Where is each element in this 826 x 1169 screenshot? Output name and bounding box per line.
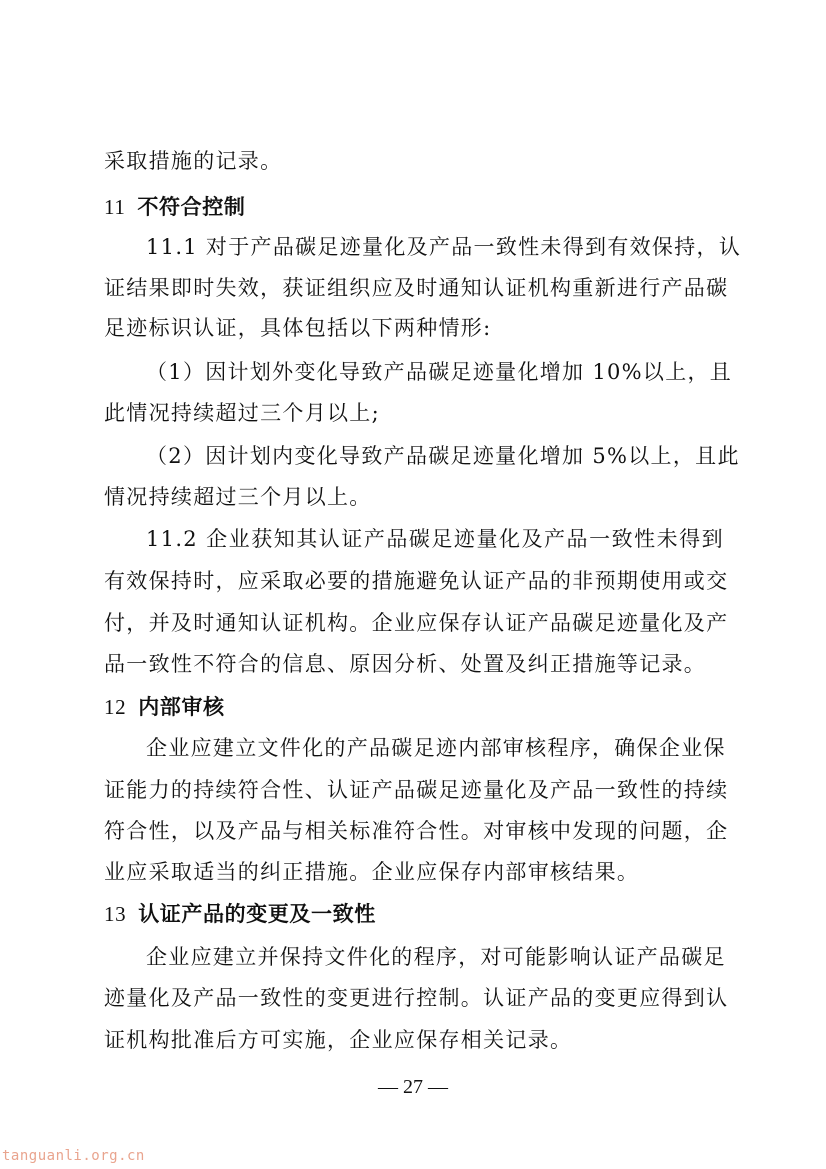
watermark-text: tanguanli.org.cn xyxy=(2,1148,145,1164)
section-number: 12 xyxy=(104,695,127,719)
paragraph-line: 11.1 对于产品碳足迹量化及产品一致性未得到有效保持，认 xyxy=(146,235,742,259)
paragraph-line: 企业应建立文件化的产品碳足迹内部审核程序，确保企业保 xyxy=(146,736,726,760)
paragraph-line: 证能力的持续符合性、认证产品碳足迹量化及产品一致性的持续 xyxy=(104,778,729,802)
section-number: 11 xyxy=(104,195,126,219)
paragraph-line: 足迹标识认证，具体包括以下两种情形: xyxy=(104,316,492,340)
paragraph-line: 采取措施的记录。 xyxy=(104,149,283,173)
paragraph-line: 业应采取适当的纠正措施。企业应保存内部审核结果。 xyxy=(104,860,640,884)
paragraph-line: 符合性，以及产品与相关标准符合性。对审核中发现的问题，企 xyxy=(104,819,729,843)
list-item-line: 此情况持续超过三个月以上; xyxy=(104,401,380,425)
paragraph-line: 品一致性不符合的信息、原因分析、处置及纠正措施等记录。 xyxy=(104,652,707,676)
paragraph-line: 企业应建立并保持文件化的程序，对可能影响认证产品碳足 xyxy=(146,945,726,969)
section-heading-13 xyxy=(104,899,724,929)
list-item-line: （2）因计划内变化导致产品碳足迹量化增加 5%以上，且此 xyxy=(146,444,740,468)
section-number: 13 xyxy=(104,902,127,926)
list-item-line: （1）因计划外变化导致产品碳足迹量化增加 10%以上，且 xyxy=(146,360,733,384)
list-item-line: 情况持续超过三个月以上。 xyxy=(104,485,372,509)
paragraph-line: 11.2 企业获知其认证产品碳足迹量化及产品一致性未得到 xyxy=(146,527,724,551)
section-heading-12 xyxy=(104,692,724,722)
paragraph-line: 有效保持时，应采取必要的措施避免认证产品的非预期使用或交 xyxy=(104,569,729,593)
paragraph-line: 证机构批准后方可实施，企业应保存相关记录。 xyxy=(104,1028,573,1052)
paragraph-line: 迹量化及产品一致性的变更进行控制。认证产品的变更应得到认 xyxy=(104,986,729,1010)
section-title: 不符合控制 xyxy=(137,195,246,219)
paragraph-line: 付，并及时通知认证机构。企业应保存认证产品碳足迹量化及产 xyxy=(104,611,729,635)
section-heading-11 xyxy=(104,192,724,222)
section-title: 内部审核 xyxy=(138,695,225,719)
page-number: — 27 — xyxy=(378,1076,448,1098)
paragraph-line: 证结果即时失效，获证组织应及时通知认证机构重新进行产品碳 xyxy=(104,276,729,300)
section-title: 认证产品的变更及一致性 xyxy=(138,902,376,926)
